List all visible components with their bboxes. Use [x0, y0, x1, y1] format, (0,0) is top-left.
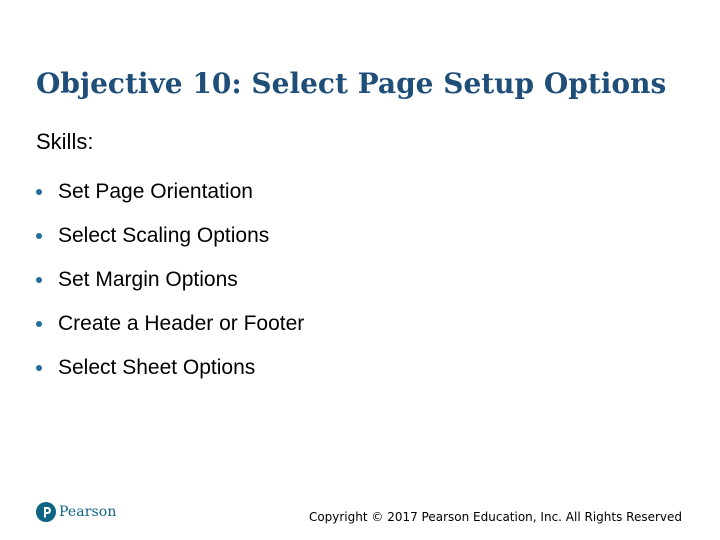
slide-title: Objective 10: Select Page Setup Options	[36, 67, 667, 100]
bullet-icon	[36, 189, 42, 195]
pearson-logo-icon	[36, 502, 56, 522]
skill-item	[36, 170, 304, 214]
pearson-logo	[36, 502, 116, 522]
skill-item-label: Select Sheet Options	[58, 356, 256, 379]
skill-item	[36, 258, 304, 302]
bullet-icon	[36, 365, 42, 371]
skill-item-label: Set Margin Options	[58, 268, 238, 291]
skill-item	[36, 302, 304, 346]
skill-item-label: Set Page Orientation	[58, 180, 253, 203]
bullet-icon	[36, 277, 42, 283]
skills-list	[36, 170, 304, 390]
bullet-icon	[36, 233, 42, 239]
skill-item	[36, 346, 304, 390]
copyright-text: Copyright © 2017 Pearson Education, Inc. All Rights Reserved	[308, 510, 682, 524]
skill-item-label: Create a Header or Footer	[58, 312, 305, 335]
skills-heading: Skills:	[36, 129, 94, 154]
pearson-logo-text: Pearson	[59, 504, 117, 520]
skill-item-label: Select Scaling Options	[58, 224, 270, 247]
bullet-icon	[36, 321, 42, 327]
skill-item	[36, 214, 304, 258]
